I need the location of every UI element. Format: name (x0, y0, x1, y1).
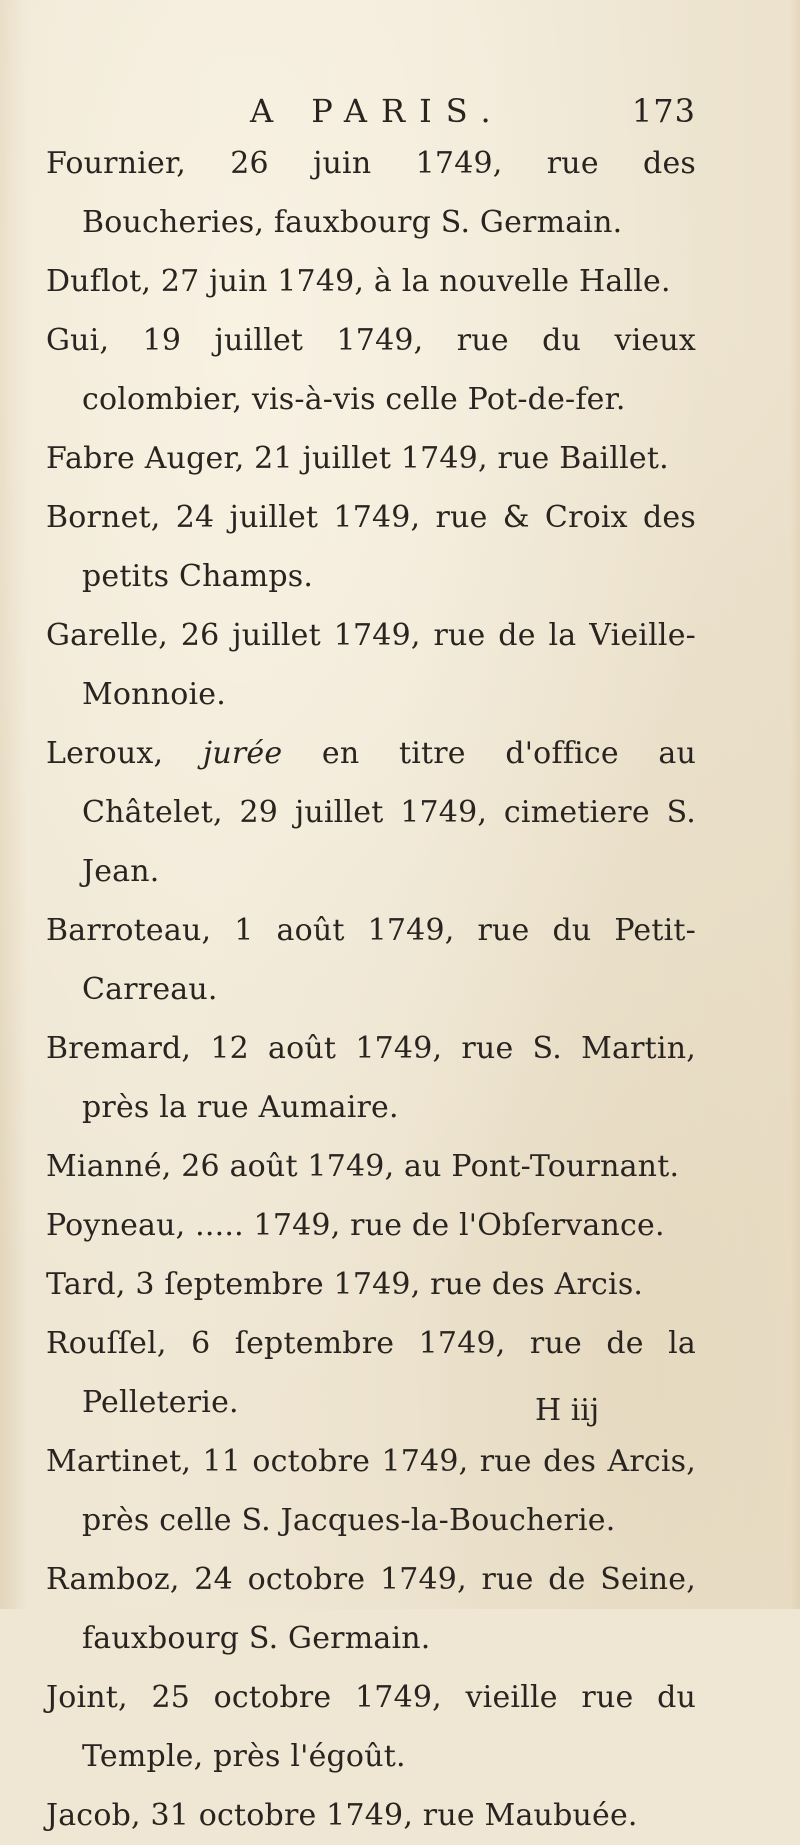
entry-text: Bornet, 24 juillet 1749, rue & Croix des petits Champs. (46, 500, 696, 594)
entry-text: Fournier, 26 juin 1749, rue des Boucheries, fauxbourg S. Germain. (46, 146, 696, 240)
list-item (46, 1019, 696, 1137)
list-item (46, 429, 696, 488)
list-item (46, 1786, 696, 1845)
page-number: 173 (631, 92, 696, 130)
list-item (46, 134, 696, 252)
list-item (46, 1432, 696, 1550)
entry-text: Martinet, 11 octobre 1749, rue des Arcis, près celle S. Jacques-la-Boucherie. (46, 1444, 696, 1538)
entry-text: Mianné, 26 août 1749, au Pont-Tournant. (46, 1149, 680, 1184)
entry-text: Ramboz, 24 octobre 1749, rue de Seine, fauxbourg S. Germain. (46, 1562, 696, 1656)
entry-text: Poyneau, ..... 1749, rue de l'Obſervance. (46, 1208, 665, 1243)
list-item (46, 1137, 696, 1196)
entry-role-italic: jurée (202, 736, 283, 771)
list-item (46, 901, 696, 1019)
list-item (46, 1196, 696, 1255)
list-item (46, 311, 696, 429)
entry-text: Fabre Auger, 21 juillet 1749, rue Baillet. (46, 441, 669, 476)
entry-text: Bremard, 12 août 1749, rue S. Martin, près la rue Aumaire. (46, 1031, 696, 1125)
entry-name: Leroux, (46, 736, 203, 771)
list-item (46, 606, 696, 724)
list-item (46, 1550, 696, 1668)
entry-text: Rouſſel, 6 ſeptembre 1749, rue de la Pelleterie. (46, 1326, 696, 1420)
entry-text: Duflot, 27 juin 1749, à la nouvelle Halle. (46, 264, 671, 299)
entry-text: en titre d'office au Châtelet, 29 juillet 1749, cimetiere S. Jean. (82, 736, 696, 889)
running-title: A PARIS. (250, 92, 505, 130)
entry-text: Jacob, 31 octobre 1749, rue Maubuée. (46, 1798, 638, 1833)
running-head (0, 86, 800, 136)
list-item (46, 724, 696, 901)
list-item (46, 488, 696, 606)
entry-list (46, 134, 696, 1845)
entry-text: Joint, 25 octobre 1749, vieille rue du Temple, près l'égoût. (46, 1680, 696, 1774)
list-item (46, 252, 696, 311)
entry-text: Gui, 19 juillet 1749, rue du vieux colombier, vis-à-vis celle Pot-de-fer. (46, 323, 696, 417)
entry-text: Garelle, 26 juillet 1749, rue de la Vieille-Monnoie. (46, 618, 696, 712)
entry-text: Barroteau, 1 août 1749, rue du Petit-Carreau. (46, 913, 696, 1007)
list-item (46, 1255, 696, 1314)
entry-text: Tard, 3 ſeptembre 1749, rue des Arcis. (46, 1267, 644, 1302)
signature-mark: H iij (535, 1393, 600, 1428)
list-item (46, 1668, 696, 1786)
